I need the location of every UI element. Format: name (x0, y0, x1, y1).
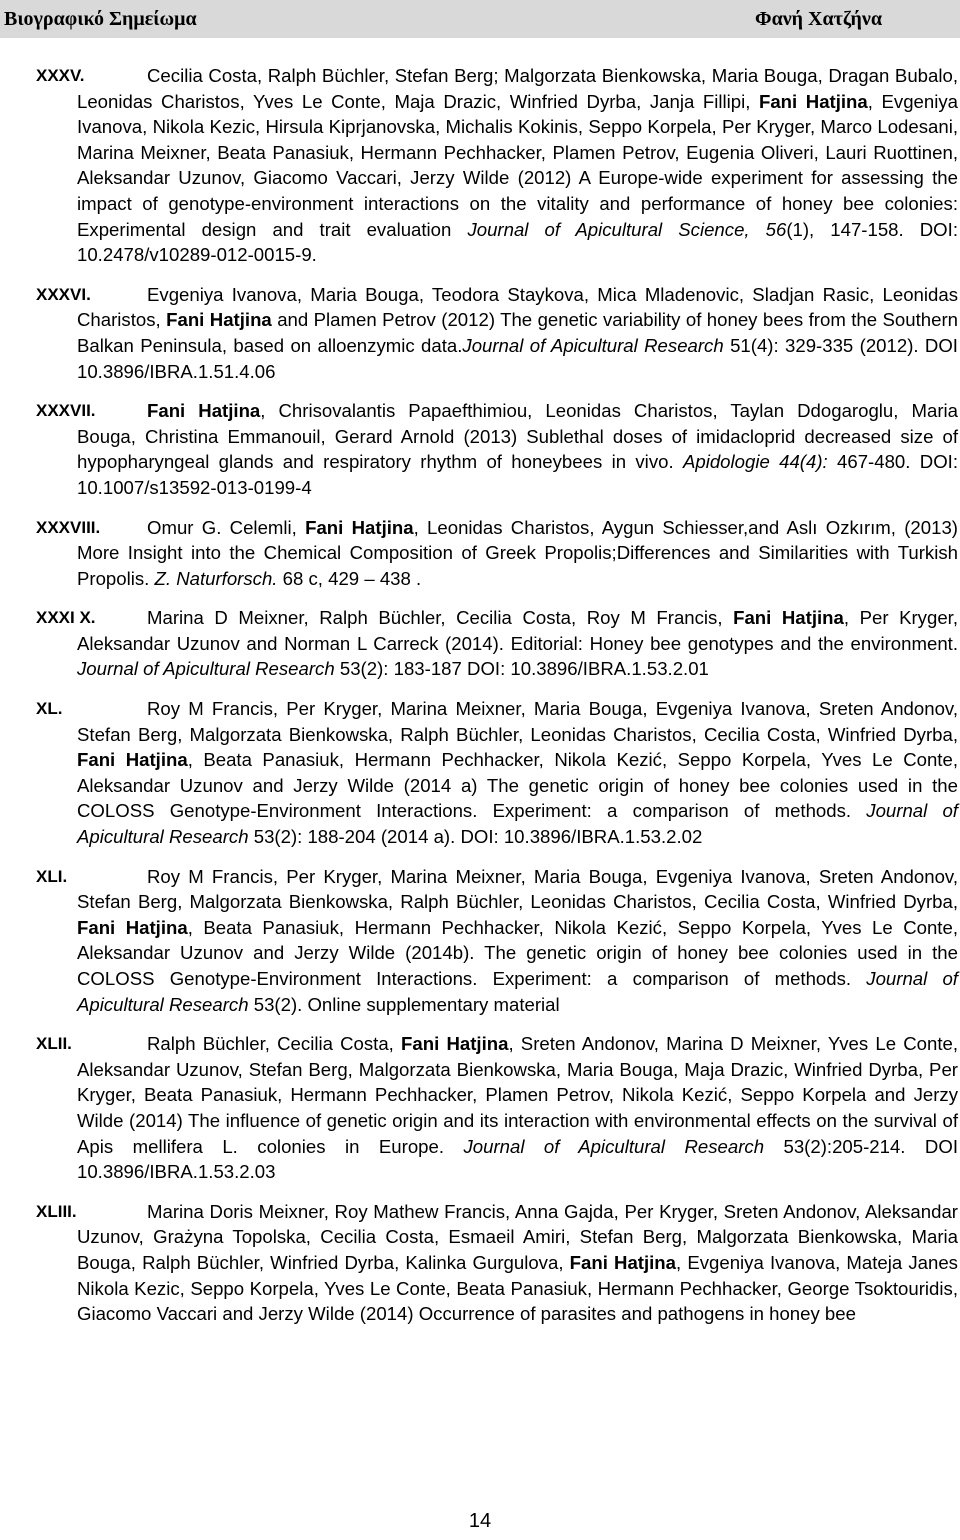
publication-entry (36, 696, 958, 850)
author-highlight: Fani Hatjina (758, 90, 868, 112)
publication-entry (36, 63, 958, 268)
entry-text (77, 1199, 958, 1327)
citation-text: 53(2):205-214. DOI 10.3896/IBRA.1.53.2.03 (77, 1135, 958, 1183)
journal-name: Apidologie 44(4): (682, 451, 828, 473)
journal-name: Journal of Apicultural Research (77, 658, 335, 680)
publication-entry (36, 1031, 958, 1185)
entry-number: XXXV. (36, 66, 85, 85)
citation-text: Evgeniya Ivanova, Maria Bouga, Teodora Staykova, Mica Mladenovic, Sladjan Rasic, Leonidas Charistos, (77, 283, 958, 331)
citation-text: , Leonidas Charistos, Aygun Schiesser,and Aslı Ozkırım, (2013) More Insight into the Chemical Composition of Greek Propolis;Differences and Similarities with Turkish Propolis. (77, 516, 958, 589)
entry-number: XL. (36, 699, 63, 719)
citation-text: (1), 147-158. DOI: 10.2478/v10289-012-0015-9. (77, 218, 958, 266)
citation-text: 53(2): 188-204 (2014 a). DOI: 10.3896/IBRA.1.53.2.02 (248, 826, 703, 848)
journal-name: Journal of Apicultural Research (77, 800, 958, 848)
publication-entry (36, 1199, 958, 1327)
citation-text: , Beata Panasiuk, Hermann Pechhacker, Nikola Kezić, Seppo Korpela, Yves Le Conte, Aleksandar Uzunov and Jerzy Wilde (2014 a) The genetic origin of honey bee colonies used in the COLOSS Genotype-Environment Interactions. Experiment: a comparison of methods. (77, 749, 958, 822)
citation-text: , Beata Panasiuk, Hermann Pechhacker, Nikola Kezić, Seppo Korpela, Yves Le Conte, Aleksandar Uzunov and Jerzy Wilde (2014b). The genetic origin of honey bee colonies used in the COLOSS Genotype-Environment Interactions. Experiment: a comparison of methods. (77, 916, 958, 989)
journal-name: Z. Naturforsch. (154, 567, 278, 589)
citation-text: 53(2): 183-187 DOI: 10.3896/IBRA.1.53.2.01 (334, 658, 709, 680)
citation-text: , Evgeniya Ivanova, Mateja Janes Nikola Kezic, Seppo Korpela, Yves Le Conte, Beata Panasiuk, Hermann Pechhacker, George Tsoktouridis, Giacomo Vaccari and Jerzy Wilde (2014) Occurrence of parasites and pathogens in honey bee (77, 1251, 958, 1325)
author-highlight: Fani Hatjina (401, 1033, 509, 1055)
citation-text: Cecilia Costa, Ralph Büchler, Stefan Berg; Malgorzata Bienkowska, Maria Bouga, Dragan Bubalo, Leonidas Charistos, Yves Le Conte, Maja Drazic, Winfried Dyrba, Janja Fillipi, (77, 65, 958, 112)
citation-text: Ralph Büchler, Cecilia Costa, (147, 1033, 402, 1055)
citation-text: Roy M Francis, Per Kryger, Marina Meixner, Maria Bouga, Evgeniya Ivanova, Sreten Andonov, Stefan Berg, Malgorzata Bienkowska, Ralph Büchler, Leonidas Charistos, Cecilia Costa, Winfried Dyrba, (77, 865, 958, 913)
publication-entry (36, 515, 958, 592)
entry-number: XXXVI. (36, 284, 91, 304)
header-title: Βιογραφικό Σημείωμα (4, 7, 197, 30)
entry-text (77, 515, 958, 592)
citation-text: Marina D Meixner, Ralph Büchler, Cecilia Costa, Roy M Francis, (147, 607, 734, 629)
citation-text: , Sreten Andonov, Marina D Meixner, Yves Le Conte, Aleksandar Uzunov, Stefan Berg, Malgorzata Bienkowska, Maria Bouga, Maja Drazic, Winfried Dyrba, Per Kryger, Beata Panasiuk, Hermann Pechhacker, Plamen Petrov, Nikola Kezić, Seppo Korpela and Jerzy Wilde (2014) The influence of genetic origin and its interaction with environmental effects on the survival of Apis mellifera L. colonies in Europe. (77, 1033, 958, 1157)
author-highlight: Fani Hatjina (77, 749, 188, 771)
author-highlight: Fani Hatjina (733, 607, 844, 629)
entry-number: XXXI X. (36, 608, 96, 628)
citation-text: 51(4): 329-335 (2012). DOI 10.3896/IBRA.1.51.4.06 (77, 334, 958, 382)
entry-text (77, 63, 958, 268)
citation-text: Omur G. Celemli, (147, 516, 306, 538)
entry-text (77, 1031, 958, 1185)
entry-text (77, 605, 958, 682)
entry-text (77, 282, 958, 384)
entry-number: XLI. (36, 866, 68, 886)
entry-number: XLIII. (36, 1201, 77, 1221)
entry-text (77, 696, 958, 850)
entry-text (77, 864, 958, 1018)
author-highlight: Fani Hatjina (147, 400, 261, 422)
publication-entry (36, 605, 958, 682)
citation-text: 53(2). Online supplementary material (248, 993, 560, 1015)
publication-entry (36, 282, 958, 384)
citation-text: Marina Doris Meixner, Roy Mathew Francis, Anna Gajda, Per Kryger, Sreten Andonov, Aleksandar Uzunov, Grażyna Topolska, Cecilia Costa, Esmaeil Amiri, Stefan Berg, Malgorzata Bienkowska, Maria Bouga, Ralph Büchler, Winfried Dyrba, Kalinka Gurgulova, (77, 1200, 958, 1273)
citation-text: 467-480. DOI: 10.1007/s13592-013-0199-4 (77, 451, 958, 498)
citation-text: Roy M Francis, Per Kryger, Marina Meixner, Maria Bouga, Evgeniya Ivanova, Sreten Andonov, Stefan Berg, Malgorzata Bienkowska, Ralph Büchler, Leonidas Charistos, Cecilia Costa, Winfried Dyrba, (77, 698, 958, 745)
entry-number: XLII. (36, 1034, 72, 1054)
citation-text: , Chrisovalantis Papaefthimiou, Leonidas Charistos, Taylan Ddogaroglu, Maria Bouga, Christina Emmanouil, Gerard Arnold (2013) Sublethal doses of imidacloprid decreased size of hypopharyngeal glands and respiratory rhythm of honeybees in vivo. (77, 400, 958, 473)
citation-text: and Plamen Petrov (2012) The genetic variability of honey bees from the Southern Balkan Peninsula, based on alloenzymic data. (77, 309, 958, 356)
citation-text: , Per Kryger, Aleksandar Uzunov and Norman L Carreck (2014). Editorial: Honey bee genotypes and the environment. (77, 607, 958, 654)
journal-name: Journal of Apicultural Research (462, 334, 724, 356)
journal-name: Journal of Apicultural Research (77, 968, 958, 1015)
journal-name: Journal of Apicultural Science, 56 (467, 218, 787, 240)
publication-list (36, 63, 958, 1341)
publication-entry (36, 398, 958, 500)
author-highlight: Fani Hatjina (569, 1251, 677, 1273)
author-highlight: Fani Hatjina (166, 309, 272, 331)
entry-number: XXXVIII. (36, 517, 101, 537)
publication-entry (36, 864, 958, 1018)
page-header (0, 0, 960, 38)
author-highlight: Fani Hatjina (77, 916, 188, 938)
header-author: Φανή Χατζήνα (754, 7, 882, 30)
entry-number: XXXVII. (36, 401, 96, 421)
page-number: 14 (468, 1510, 492, 1532)
citation-text: 68 c, 429 – 438 . (277, 567, 422, 589)
entry-text (77, 398, 958, 500)
author-highlight: Fani Hatjina (305, 516, 414, 538)
citation-text: , Evgeniya Ivanova, Nikola Kezic, Hirsula Kiprjanovska, Michalis Kokinis, Seppo Korpela, Per Kryger, Marco Lodesani, Marina Meixner, Beata Panasiuk, Hermann Pechhacker, Plamen Petrov, Eugenia Oliveri, Lauri Ruottinen, Aleksandar Uzunov, Giacomo Vaccari, Jerzy Wilde (2012) A Europe-wide experiment for assessing the impact of genotype-environment interactions on the vitality and performance of honey bee colonies: Experimental design and trait evaluation (77, 90, 958, 240)
journal-name: Journal of Apicultural Research (463, 1135, 765, 1157)
